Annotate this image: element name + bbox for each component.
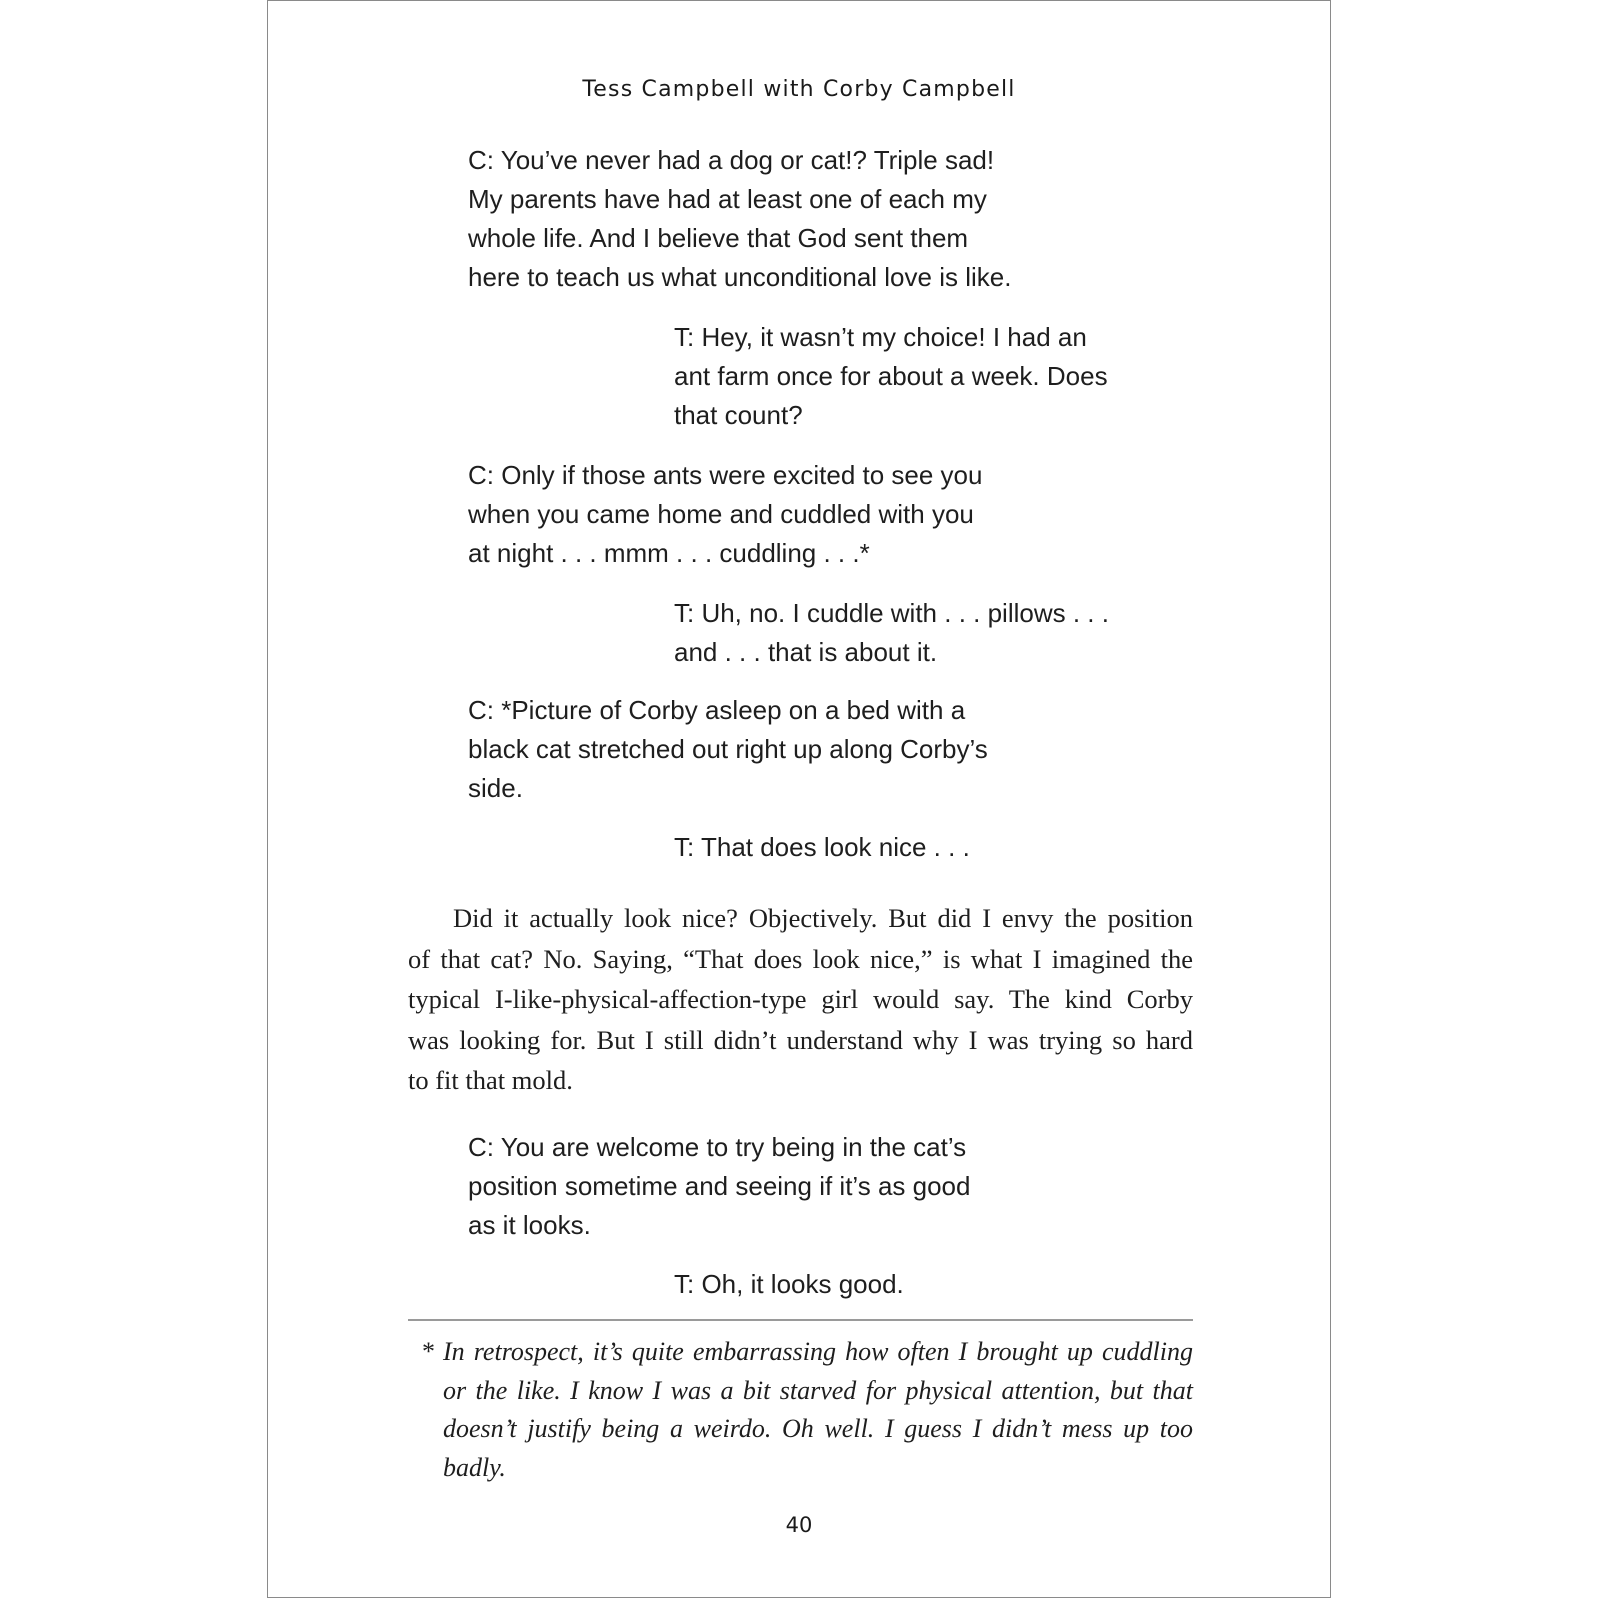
footnote <box>408 1333 1193 1487</box>
message-line: when you came home and cuddled with you <box>468 499 974 529</box>
chat-message-t <box>674 594 1109 672</box>
message-line: at night . . . mmm . . . cuddling . . .* <box>468 538 870 568</box>
running-head: Tess Campbell with Corby Campbell <box>582 77 1016 102</box>
message-line: C: You are welcome to try being in the cat’s <box>468 1132 967 1162</box>
message-line: My parents have had at least one of each my <box>468 184 987 214</box>
message-line: and . . . that is about it. <box>674 637 938 667</box>
prose-line: Did it actually look nice? Objectively. But did I envy the position <box>453 903 1193 933</box>
prose-line: of that cat? No. Saying, “That does look nice,” is what I imagined the <box>408 943 1193 974</box>
chat-message-c <box>468 141 1011 297</box>
message-line: as it looks. <box>468 1210 591 1240</box>
footnote-divider <box>408 1319 1193 1321</box>
message-line: black cat stretched out right up along Corby’s <box>468 734 988 764</box>
prose-line: typical I-like-physical-affection-type girl would say. The kind Corby <box>408 984 1193 1014</box>
message-line: C: *Picture of Corby asleep on a bed with a <box>468 695 966 725</box>
prose-line: was looking for. But I still didn’t understand why I was trying so hard <box>408 1024 1193 1055</box>
footnote-line: badly. <box>443 1452 506 1482</box>
chat-message-t <box>674 318 1108 435</box>
message-line: C: You’ve never had a dog or cat!? Triple sad! <box>468 145 995 175</box>
message-line: C: Only if those ants were excited to see you <box>468 460 983 490</box>
prose-paragraph <box>408 898 1193 1101</box>
book-page <box>267 0 1331 1598</box>
message-line: whole life. And I believe that God sent them <box>468 223 969 253</box>
chat-message-c <box>468 456 982 573</box>
chat-message-t <box>674 828 970 867</box>
chat-message-c <box>468 1128 970 1245</box>
message-line: T: Hey, it wasn’t my choice! I had an <box>674 322 1087 352</box>
message-line: position sometime and seeing if it’s as good <box>468 1171 971 1201</box>
message-line: T: Uh, no. I cuddle with . . . pillows . . . <box>674 598 1109 628</box>
message-line: ant farm once for about a week. Does <box>674 361 1108 391</box>
message-line: T: That does look nice . . . <box>674 832 970 862</box>
message-line: side. <box>468 773 523 803</box>
chat-message-t <box>674 1265 904 1304</box>
footnote-marker: * <box>422 1337 435 1366</box>
footnote-line: In retrospect, it’s quite embarrassing how often I brought up cuddling <box>443 1337 1193 1366</box>
prose-line: to fit that mold. <box>408 1065 573 1095</box>
footnote-line: doesn’t justify being a weirdo. Oh well. I guess I didn’t mess up too <box>443 1414 1193 1443</box>
message-line: that count? <box>674 400 803 430</box>
message-line: T: Oh, it looks good. <box>674 1269 904 1299</box>
chat-message-c <box>468 691 988 808</box>
page-number: 40 <box>785 1513 813 1537</box>
footnote-line: or the like. I know I was a bit starved for physical attention, but that <box>443 1375 1193 1405</box>
message-line: here to teach us what unconditional love is like. <box>468 262 1012 292</box>
